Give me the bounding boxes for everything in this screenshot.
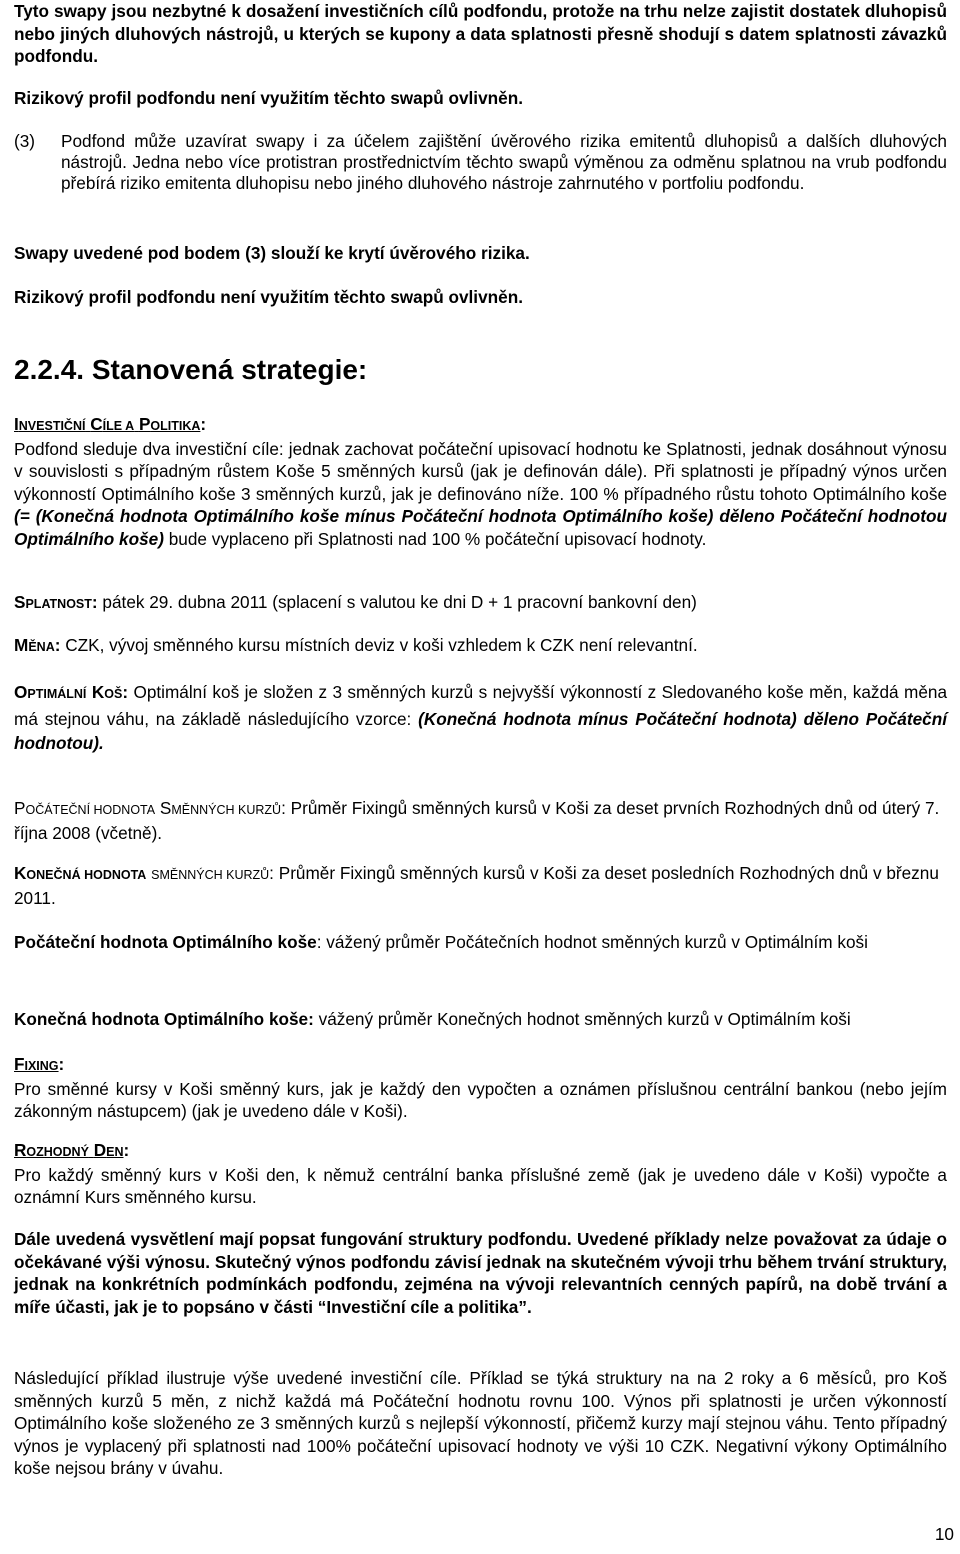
optimal-basket-row: OPTIMÁLNÍ KOŠ: Optimální koš je složen z 3 směnných kurzů s nejvyšší výkonností z Sledovaného koše měn, každá měna má stejnou váhu, na základě následujícího vzorce: (Konečná hodnota mínus Počáteční hodnota) děleno Počáteční hodnotou). — [14, 682, 948, 753]
risk-profile-note-2: Rizikový profil podfondu není využitím těchto swapů ovlivněn. — [14, 287, 523, 307]
investment-objectives-block — [14, 413, 947, 550]
example-paragraph: Následující příklad ilustruje výše uvedené investiční cíle. Příklad se týká struktury na na 2 roky a 6 měsíců, pro Koš směnných kurzů 5 měn, z nichž každá má Počáteční hodnotu rovnu 100. Výnos při splatnosti je určen výkonností Optimálního koše složeného ze 3 směnných kurzů s nejlepší výkonností, přičemž kurzy mají stejnou váhu. Tento případný výnos je vyplacený při splatnosti nad 100% počáteční upisovací hodnoty ve výši 10 CZK. Negativní výkony Optimálního koše nejsou brány v úvahu. — [14, 1368, 947, 1478]
fixing-text: Pro směnné kursy v Koši směnný kurs, jak je každý den vypočten a oznámen příslušnou centrální bankou (nebo jejím zákonným nástupcem) (jak je uvedeno dále v Koši). — [14, 1078, 947, 1121]
final-fx-value-row: KONEČNÁ HODNOTA SMĚNNÝCH KURZŮ: Průměr Fixingů směnných kursů v Koši za deset posledních Rozhodných dnů v březnu 2011. — [14, 863, 939, 908]
intro-paragraph: Tyto swapy jsou nezbytné k dosažení investičních cílů podfondu, protože na trhu nelze zajistit dostatek dluhopisů nebo jiných dluhových nástrojů, u kterých se kupony a data splatnosti přesně shodují s datem splatnosti závazků podfondu. — [14, 1, 947, 66]
decision-day-label: ROZHODNÝ DEN: — [14, 1140, 130, 1160]
decision-day-text: Pro každý směnný kurs v Koši den, k němuž centrální banka příslušné země (jak je uvedeno dále v Koši) vypočte a oznámní Kurs směnného kursu. — [14, 1164, 947, 1207]
item-number: (3) — [14, 131, 36, 151]
disclaimer-paragraph: Dále uvedená vysvětlení mají popsat fungování struktury podfondu. Uvedené příklady nelze považovat za údaje o očekávané výši výnosu. Skutečný výnos podfondu závisí jednak na skutečném vývoji trhu během trvání struktury, jednak na konkrétních podmínkách podfondu, zejména na vývoji relevantních cenných papírů, na době trvání a míře účasti, jak je to popsáno v části “Investiční cíle a politika”. — [14, 1229, 947, 1317]
fixing-label: FIXING: — [14, 1054, 65, 1074]
risk-profile-note-1: Rizikový profil podfondu není využitím těchto swapů ovlivněn. — [14, 88, 523, 108]
final-optimal-value-row: Konečná hodnota Optimálního koše: vážený průměr Konečných hodnot směnných kurzů v Optimálním koši — [14, 1009, 851, 1029]
page-number: 10 — [934, 1524, 954, 1544]
initial-fx-value-row: POČÁTEČNÍ HODNOTA SMĚNNÝCH KURZŮ: Průměr Fixingů směnných kursů v Koši za deset prvních Rozhodných dnů od úterý 7. října 2008 (včetně). — [14, 798, 940, 843]
maturity-row: SPLATNOST: pátek 29. dubna 2011 (splacení s valutou ke dni D + 1 pracovní bankovní den) — [14, 592, 697, 612]
investment-objectives-label: INVESTIČNÍ CÍLE A POLITIKA: — [14, 414, 207, 434]
currency-row: MĚNA: CZK, vývoj směnného kursu místních deviz v koši vzhledem k CZK není relevantní. — [14, 635, 698, 655]
swaps-credit-risk-note: Swapy uvedené pod bodem (3) slouží ke krytí úvěrového rizika. — [14, 243, 530, 263]
initial-optimal-value-row: Počáteční hodnota Optimálního koše: vážený průměr Počátečních hodnot směnných kurzů v Optimálním koši — [14, 932, 868, 952]
decision-day-block — [14, 1139, 947, 1209]
item-text: Podfond může uzavírat swapy i za účelem zajištění úvěrového rizika emitentů dluhopisů a dalších dluhových nástrojů. Jedna nebo více protistran prostřednictvím těchto swapů výměnou za odměnu splatnou na vrub podfondu přebírá riziko emitenta dluhopisu nebo jiného dluhového nástroje zahrnutého v portfoliu podfondu. — [61, 131, 947, 193]
fixing-block — [14, 1053, 947, 1123]
section-heading: 2.2.4. Stanovená strategie: — [14, 354, 368, 385]
numbered-item-3 — [14, 131, 947, 194]
investment-objectives-text: Podfond sleduje dva investiční cíle: jednak zachovat počáteční upisovací hodnotu ke Splatnosti, jednak dosáhnout výnosu v souvislosti s případným růstem Koše 5 směnných kursů (jak je definován dále). Při splatnosti je případný výnos určen výkonností Optimálního koše 3 směnných kurzů, jak je definováno níže. 100 % případného růstu tohoto Optimálního koše (= (Konečná hodnota Optimálního koše mínus Počáteční hodnota Optimálního koše) děleno Počáteční hodnotou Optimálního koše) bude vyplaceno při Splatnosti nad 100 % počáteční upisovací hodnoty. — [14, 438, 947, 549]
